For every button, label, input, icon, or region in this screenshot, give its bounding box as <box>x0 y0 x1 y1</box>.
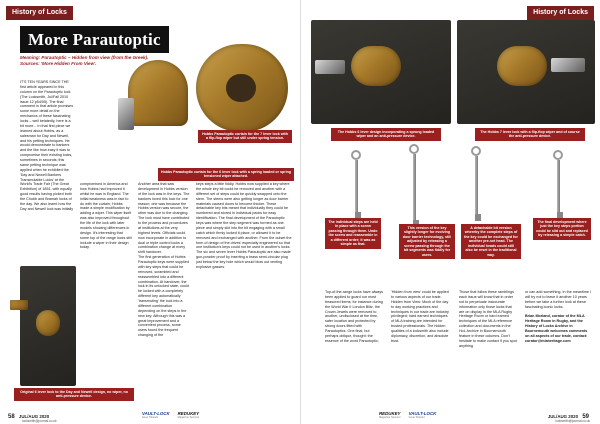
sponsor-logo: VAULT-LOCK Issue Tolerant <box>142 411 170 419</box>
caption-key-4: The final development where just the key steps portion could be slid out and replaced by releasing a simple catch. <box>533 218 591 240</box>
article-column-2 <box>80 182 132 412</box>
lock-bolt <box>10 300 28 310</box>
author-signature: Brian Morland, curator of the MLA Heritage Room in Rugby, and the History of Locks Archive in Bournemouth welcomes comments on all aspects of our trade, contact: curator@mlaheritage.com <box>525 314 588 343</box>
lock-bolt-7 <box>551 58 585 72</box>
key-image-4 <box>553 150 563 219</box>
issue-date: JUL/AUG 2020 <box>547 414 579 419</box>
article-text: or can add something. In the meantime I will try not to leave it another 10 years before we take a further look at these fascinating iconic locks. <box>525 290 591 309</box>
page-number: 58 <box>8 414 15 420</box>
article-text: compromised in America and how Hobbs had improved it whilst he was in England. The initial weakness was in fact to do with the curtain; Hobbs made a simple modification by adding a wiper. This wiper itself was also improved throughout the life of the lock with later models showing differences in design. It's interesting that some top of the range locks still include a wiper in their design today. <box>80 182 132 250</box>
caption-curtain-6-lever: Hobbs Parautoptic curtain for the 6 lever lock with a spring loaded or spring tensioned wiper attached. <box>158 168 294 181</box>
sponsor-logo: REDUKEY Magazine Sponsor <box>379 411 401 419</box>
page-subtitle: Meaning: Parautoptic – Hidden from view (from the Greek). Sources: 'More Hidden From View'. <box>20 55 149 66</box>
lock-bolt-6 <box>315 60 345 74</box>
article-column-2 <box>391 290 449 406</box>
footer-email: locksmith@journal.co.uk <box>555 419 590 423</box>
article-column-4 <box>525 290 591 406</box>
sponsor-logos <box>377 410 438 420</box>
article-text: keys steps a little fiddly. Hobbs now supplied a key where the whole key bit could be removed and another with a different set of steps could be quickly swapped onto the stem. The stems were also getting longer as door barrier materials caused doors to become thicker. These detachable key bits meant that individually they could be numbered and stored in individual packs for easy identification. The final development of the Parautoptic keys was where the step segment was formed as one piece and simply slid into the bit engaging with a small catch which firmly locked it place, or allowed it to be removed and exchanged with another. From the outset the form of design of the drives' especially engineered so that one institution's keys could not be used in another's locks. The six and seven lever Hobbs Parautoptic are also made gun-powder proof by inserting a brass semi-circular plug just below the key hole which would blow out venting explosive gasses. <box>196 182 292 269</box>
lock-curtain-7 <box>497 46 547 86</box>
article-text: Top-of-the-range locks have always been applied to guard our most treasured items; for instance during the World War II London Blitz, the Crown Jewels were removed to another, undisclosed at the time, safer location and protected by strong doors fitted with Parautoptics. One final, but perhaps oblique, thought: the essence of the word Parautoptic; <box>325 290 383 343</box>
key-image-1 <box>351 150 361 219</box>
caption-hobbs-6-lever: The Hobbs 6 lever design incorporating a sprung loaded wiper and an anti-pressure device. <box>331 128 441 141</box>
caption-key-3: A detachable bit version whereby the complete steps of the key could be exchanged for another pre-set head. The individual heads could still also be reset in the traditional way. <box>461 224 521 259</box>
right-page <box>300 0 600 424</box>
article-column-4 <box>138 182 190 400</box>
page-number: 59 <box>582 414 589 420</box>
article-text: Another area that saw development in Hobbs version of the lock was in the keys. The bankers loved this lock for one reason; one was because the Hobbs version was secure, the other was due to the changing. The lock must have contributed to the process and procedures at institutions at the very highest levels. Officials could now incorporate in addition to dual or triple control locks a combination change at every shift handover. <box>138 182 190 255</box>
wiper-part <box>118 98 134 130</box>
sponsor-logo: VAULT-LOCK Issue Tolerant <box>408 411 437 419</box>
caption-original-lock: Original 6 lever lock to the Day and Newell design, no wiper, no anti-pressure device. <box>14 388 134 401</box>
section-header: History of Locks <box>6 6 73 20</box>
curtain-6-lever-inner <box>226 74 256 102</box>
article-text: 'Hidden from view' could be applied to various aspects of our trade. Hidden from View: Much of the day to day working practices and techniques in our trade are industry privileged; hard earned techniques of MLA training are intended for trusted professionals. The hidden qualities of a locksmith also include diplomacy, discretion, and absolute trust. <box>391 290 449 343</box>
article-text: The first generation of Hobbs Parautoptic keys were supplied with key steps that could be removed, scrambled and reassembled into a different combination. At handover, the lock in its unlocked state, could be locked with a completely different key automatically 'transmuting' the lock into a different combination depending on the steps in the new key. Although this was a great improvement and a convenient process, some users found the frequent changing of the <box>138 255 190 338</box>
curtain-7-lever-image <box>128 60 188 126</box>
lock-curtain-6 <box>351 46 401 86</box>
caption-key-1: The individual steps are held in place with a screw passing through them. Undo the screw and reassemble in a different order; it was as simple as that. <box>325 218 381 249</box>
sponsor-logo: REDUKEY Magazine Sponsor <box>177 411 200 419</box>
section-header: History of Locks <box>527 6 594 20</box>
caption-key-2: This version of the key slightly longer for evolving door barrier technology, still adjusted by releasing a screw passing through the bit segments was fiddly for users. <box>399 224 455 259</box>
page-title: More Parautoptic <box>20 26 169 53</box>
article-column-1 <box>325 290 383 406</box>
lock-keyhole-plate <box>36 310 60 336</box>
caption-hobbs-7-lever: The Hobbs 7 lever lock with a flip-flop wiper and of course the anti-pressure device. <box>475 128 585 141</box>
footer-email: locksmith@journal.co.uk <box>22 419 57 423</box>
article-text: Those that follow these ramblings each issue will know that in order not to perpetuate inaccurate information only those locks that are on display in the MLA Rugby Heritage Room or hard earned techniques of the MLA reference collection and documents in the HoL Archive in Bournemouth feature in these columns. Don't hesitate to make contact if you spot anything <box>459 290 517 348</box>
article-column-5 <box>196 182 292 402</box>
sponsor-logos <box>140 410 201 420</box>
caption-curtain-7-lever: Hobbs Parautoptic curtain for the 7 lever lock with a flip-flop wiper but still under spring tension. <box>198 130 292 143</box>
issue-date: JUL/AUG 2020 <box>18 414 50 419</box>
article-column-1 <box>20 80 74 262</box>
article-text: IT'S TEN YEARS SINCE THE first article appeared in this column on the Parautoptic lock (The Locksmith, Jul/Fall 2010 issue 12 p54/55). The final comment in that article promises some more detail on the mechanics of these fascinating locks – well belatedly, here is a bit more... In that first piece we learned about Hobbs, as a salesman for Day and Newell, and his petting techniques. He would demonstrate to bankers and the like how easy it was to compromise their existing locks, sometimes in seconds; this same petting technique was applied when he exhibited the 'Day and Newell Bankers Transmutable Locks' at the World's Trade Fair (The Great Exhibition) of 1851, with equally good results having picked both the Chubb and Bramah locks of the day. We also learnt how the Day and Newell lock was initially <box>20 80 74 211</box>
article-column-3 <box>459 290 517 406</box>
key-image-2 <box>409 144 419 227</box>
key-image-3 <box>471 146 481 221</box>
